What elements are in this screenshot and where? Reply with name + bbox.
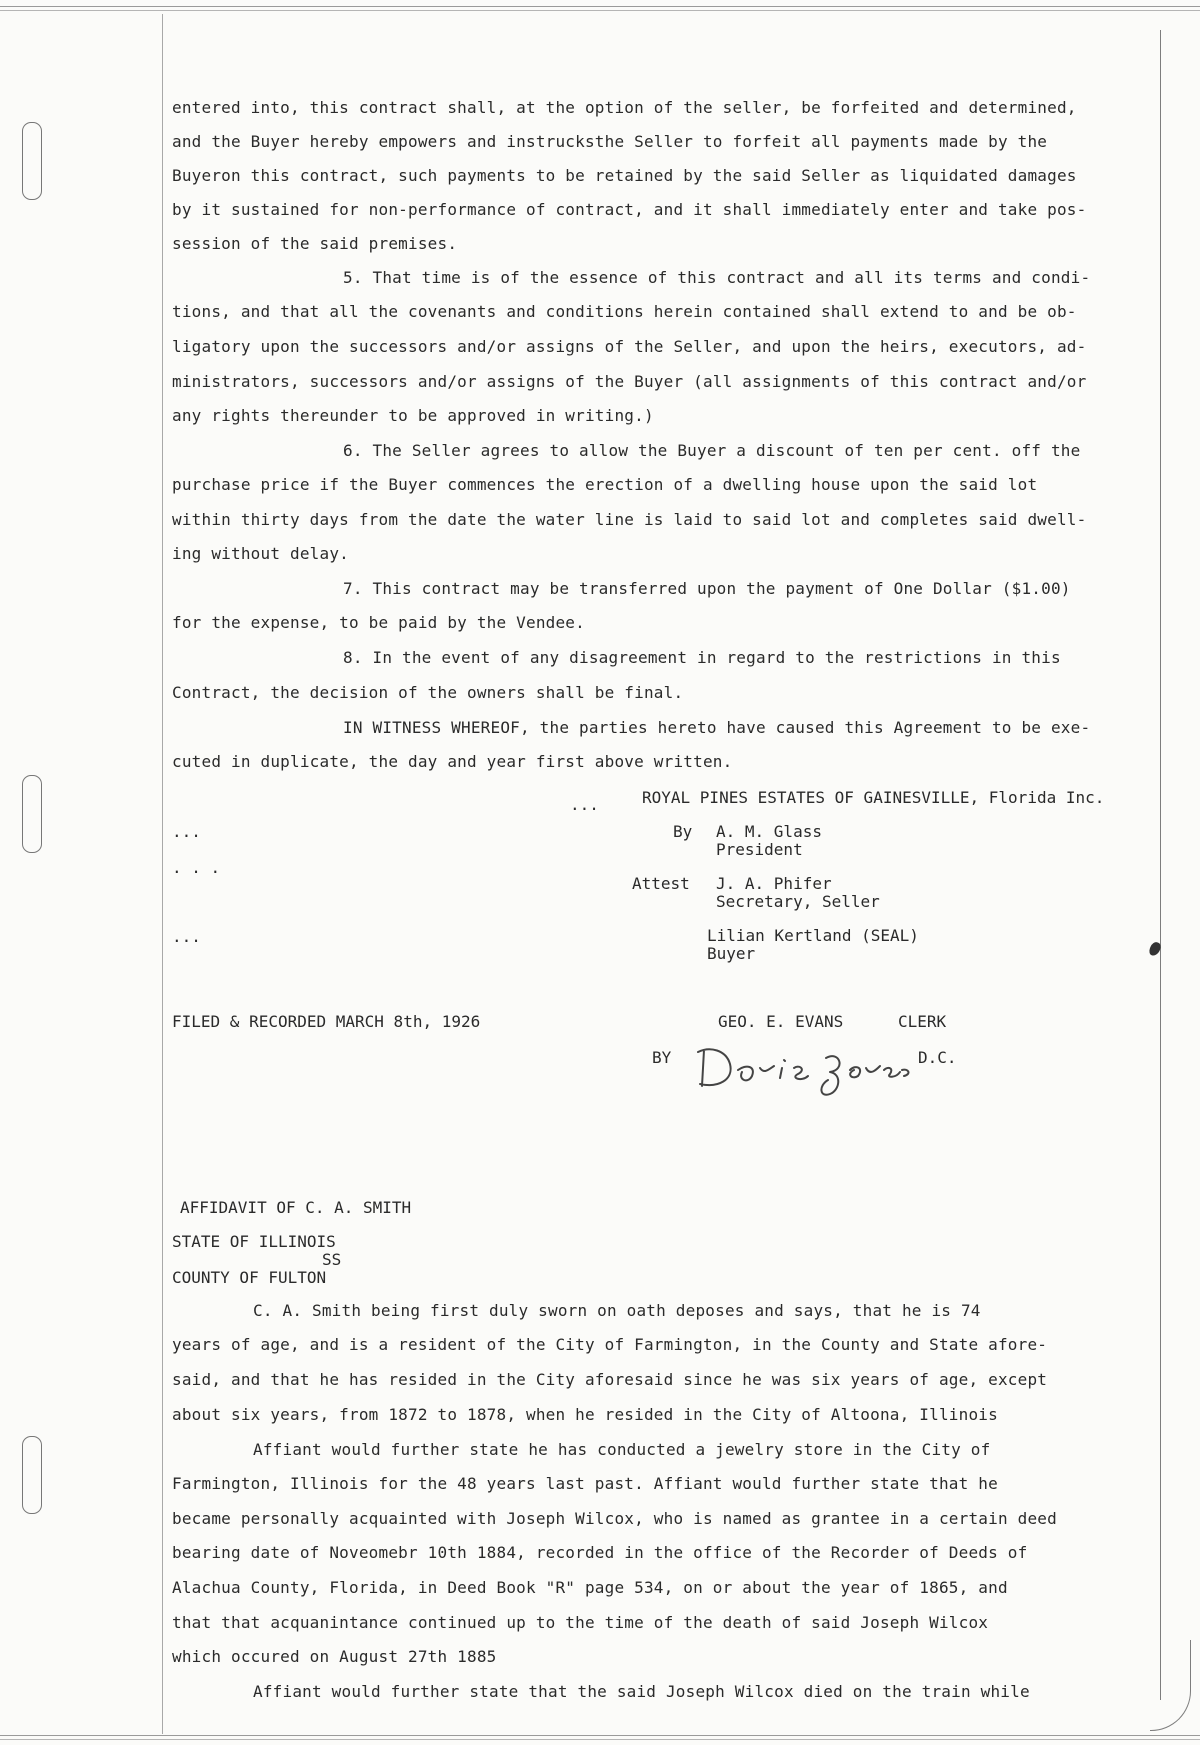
dots: . . .	[172, 858, 221, 877]
binder-hole-icon	[22, 775, 42, 853]
text-line: IN WITNESS WHEREOF, the parties hereto have caused this Agreement to be exe-	[343, 718, 1091, 737]
by-label: By	[673, 822, 693, 841]
text-line: entered into, this contract shall, at the option of the seller, be forfeited and determined,	[172, 98, 1077, 117]
text-line: about six years, from 1872 to 1878, when he resided in the City of Altoona, Illinois	[172, 1405, 998, 1424]
text-line: Buyeron this contract, such payments to be retained by the said Seller as liquidated damages	[172, 166, 1077, 185]
text-line: Affiant would further state that the said Joseph Wilcox died on the train while	[253, 1682, 1030, 1701]
handwritten-signature	[690, 1040, 930, 1100]
text-line: for the expense, to be paid by the Vendee.	[172, 613, 585, 632]
text-line: Affiant would further state he has conducted a jewelry store in the City of	[253, 1440, 991, 1459]
dc-label: D.C.	[918, 1048, 957, 1067]
buyer-name: Lilian Kertland (SEAL)	[707, 926, 919, 945]
binder-hole-icon	[22, 1436, 42, 1514]
text-line: 8. In the event of any disagreement in regard to the restrictions in this	[343, 648, 1061, 667]
text-line: that that acquanintance continued up to the time of the death of said Joseph Wilcox	[172, 1613, 989, 1632]
text-line: cuted in duplicate, the day and year first above written.	[172, 752, 733, 771]
text-line: 7. This contract may be transferred upon the payment of One Dollar ($1.00)	[343, 579, 1071, 598]
text-line: 6. The Seller agrees to allow the Buyer a discount of ten per cent. off the	[343, 441, 1081, 460]
dots: ...	[172, 822, 201, 841]
binder-hole-icon	[22, 122, 42, 200]
left-margin-line	[162, 14, 163, 1734]
buyer-title: Buyer	[707, 944, 756, 963]
president-title: President	[716, 840, 803, 859]
company-name: ROYAL PINES ESTATES OF GAINESVILLE, Florida Inc.	[642, 788, 1105, 807]
text-line: 5. That time is of the essence of this contract and all its terms and condi-	[343, 268, 1091, 287]
secretary-title: Secretary, Seller	[716, 892, 880, 911]
text-line: said, and that he has resided in the City aforesaid since he was six years of age, except	[172, 1370, 1048, 1389]
right-page-edge	[1160, 30, 1161, 1700]
text-line: purchase price if the Buyer commences the erection of a dwelling house upon the said lot	[172, 475, 1038, 494]
text-line: tions, and that all the covenants and conditions herein contained shall extend to and be ob-	[172, 302, 1077, 321]
text-line: session of the said premises.	[172, 234, 458, 253]
dots: ...	[570, 795, 599, 814]
secretary-name: J. A. Phifer	[716, 874, 832, 893]
clerk-title: CLERK	[898, 1012, 947, 1031]
text-line: ligatory upon the successors and/or assigns of the Seller, and upon the heirs, executors, ad-	[172, 337, 1087, 356]
text-line: ing without delay.	[172, 544, 349, 563]
text-line: by it sustained for non-performance of contract, and it shall immediately enter and take pos-	[172, 200, 1087, 219]
county-line: COUNTY OF FULTON	[172, 1268, 327, 1287]
text-line: any rights thereunder to be approved in writing.)	[172, 406, 654, 425]
state-line: STATE OF ILLINOIS	[172, 1232, 336, 1251]
affidavit-title: AFFIDAVIT OF C. A. SMITH	[180, 1198, 412, 1217]
text-line: C. A. Smith being first duly sworn on oath deposes and says, that he is 74	[253, 1301, 981, 1320]
text-line: Alachua County, Florida, in Deed Book "R" page 534, on or about the year of 1865, and	[172, 1578, 1008, 1597]
text-line: Farmington, Illinois for the 48 years last past. Affiant would further state that he	[172, 1474, 998, 1493]
dots: ...	[172, 927, 201, 946]
text-line: years of age, and is a resident of the City of Farmington, in the County and State afore-	[172, 1335, 1048, 1354]
text-line: became personally acquainted with Joseph Wilcox, who is named as grantee in a certain deed	[172, 1509, 1057, 1528]
attest-label: Attest	[632, 874, 690, 893]
top-border	[0, 6, 1200, 11]
text-line: bearing date of Noveomebr 10th 1884, recorded in the office of the Recorder of Deeds of	[172, 1543, 1028, 1562]
text-line: which occured on August 27th 1885	[172, 1647, 497, 1666]
filed-recorded: FILED & RECORDED MARCH 8th, 1926	[172, 1012, 481, 1031]
text-line: Contract, the decision of the owners shall be final.	[172, 683, 684, 702]
bottom-border	[0, 1735, 1200, 1740]
by-label: BY	[652, 1048, 672, 1067]
president-name: A. M. Glass	[716, 822, 822, 841]
text-line: ministrators, successors and/or assigns of the Buyer (all assignments of this contract and/or	[172, 372, 1087, 391]
text-line: and the Buyer hereby empowers and instrucksthe Seller to forfeit all payments made by the	[172, 132, 1048, 151]
clerk-name: GEO. E. EVANS	[718, 1012, 844, 1031]
page-corner-curl	[1150, 1640, 1191, 1731]
text-line: within thirty days from the date the water line is laid to said lot and completes said dwell-	[172, 510, 1087, 529]
ss-label: SS	[322, 1250, 342, 1269]
